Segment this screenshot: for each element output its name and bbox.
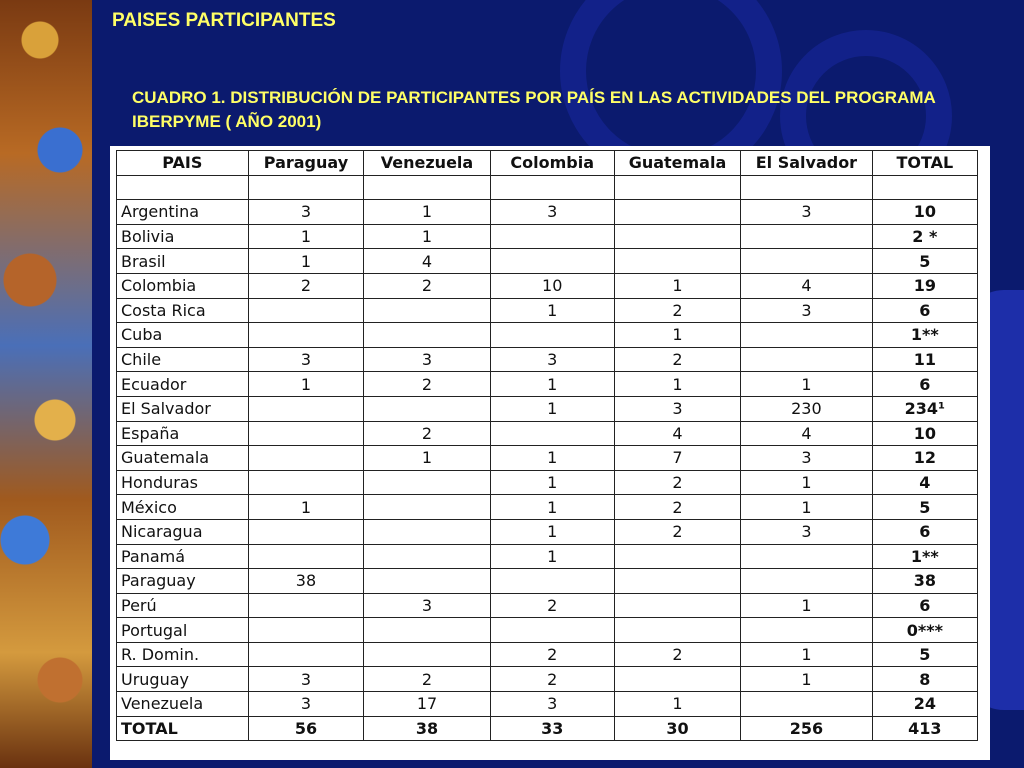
- value-cell: 2: [248, 273, 364, 298]
- value-cell: 56: [248, 716, 364, 741]
- value-cell: [741, 323, 873, 348]
- table-row: [117, 347, 978, 372]
- value-cell: [364, 323, 490, 348]
- value-cell: 1: [490, 446, 614, 471]
- country-cell: Venezuela: [117, 692, 249, 717]
- value-cell: 4: [741, 273, 873, 298]
- value-cell: [248, 396, 364, 421]
- value-cell: [248, 323, 364, 348]
- value-cell: 1: [248, 249, 364, 274]
- participants-table: [116, 150, 978, 741]
- value-cell: [490, 618, 614, 643]
- value-cell: 1: [248, 224, 364, 249]
- total-cell: 4: [872, 470, 977, 495]
- value-cell: 1: [490, 372, 614, 397]
- country-cell: Chile: [117, 347, 249, 372]
- value-cell: [614, 618, 740, 643]
- table-row: [117, 569, 978, 594]
- table-row: [117, 667, 978, 692]
- value-cell: [741, 692, 873, 717]
- value-cell: 2: [364, 273, 490, 298]
- value-cell: 1: [490, 470, 614, 495]
- value-cell: 1: [490, 298, 614, 323]
- value-cell: 1: [614, 323, 740, 348]
- value-cell: 3: [364, 347, 490, 372]
- country-cell: Bolivia: [117, 224, 249, 249]
- value-cell: 2: [614, 519, 740, 544]
- value-cell: 1: [364, 446, 490, 471]
- country-cell: España: [117, 421, 249, 446]
- value-cell: [614, 544, 740, 569]
- total-cell: 8: [872, 667, 977, 692]
- value-cell: 1: [741, 495, 873, 520]
- value-cell: [741, 175, 873, 200]
- table-row: [117, 224, 978, 249]
- value-cell: 2: [364, 421, 490, 446]
- value-cell: [364, 618, 490, 643]
- value-cell: [248, 470, 364, 495]
- value-cell: 2: [614, 298, 740, 323]
- value-cell: 1: [741, 642, 873, 667]
- value-cell: 2: [490, 642, 614, 667]
- total-cell: 0***: [872, 618, 977, 643]
- value-cell: 3: [490, 347, 614, 372]
- table-container: [110, 146, 990, 760]
- value-cell: 1: [614, 273, 740, 298]
- table-row: [117, 470, 978, 495]
- table-caption: CUADRO 1. DISTRIBUCIÓN DE PARTICIPANTES POR PAÍS EN LAS ACTIVIDADES DEL PROGRAMA IBERPYME ( AÑO 2001): [132, 88, 936, 131]
- value-cell: [248, 519, 364, 544]
- column-header: El Salvador: [741, 151, 873, 176]
- value-cell: [248, 642, 364, 667]
- value-cell: [490, 175, 614, 200]
- total-cell: 5: [872, 642, 977, 667]
- country-cell: Ecuador: [117, 372, 249, 397]
- total-cell: 38: [872, 569, 977, 594]
- total-cell: 5: [872, 249, 977, 274]
- value-cell: 2: [490, 593, 614, 618]
- table-row: [117, 593, 978, 618]
- country-cell: Costa Rica: [117, 298, 249, 323]
- slide-title: PAISES PARTICIPANTES: [112, 10, 336, 31]
- value-cell: [741, 544, 873, 569]
- table-row: [117, 298, 978, 323]
- value-cell: 1: [741, 372, 873, 397]
- value-cell: 4: [364, 249, 490, 274]
- value-cell: [614, 224, 740, 249]
- value-cell: [741, 249, 873, 274]
- value-cell: [248, 618, 364, 643]
- value-cell: [490, 249, 614, 274]
- country-cell: Colombia: [117, 273, 249, 298]
- value-cell: [614, 667, 740, 692]
- table-header-row: [117, 151, 978, 176]
- value-cell: 3: [741, 298, 873, 323]
- value-cell: 1: [490, 544, 614, 569]
- total-cell: 11: [872, 347, 977, 372]
- value-cell: 3: [741, 519, 873, 544]
- total-cell: 19: [872, 273, 977, 298]
- value-cell: 3: [741, 446, 873, 471]
- country-cell: R. Domin.: [117, 642, 249, 667]
- value-cell: 2: [490, 667, 614, 692]
- value-cell: 256: [741, 716, 873, 741]
- total-cell: 6: [872, 298, 977, 323]
- country-cell: Portugal: [117, 618, 249, 643]
- value-cell: 4: [741, 421, 873, 446]
- value-cell: [614, 249, 740, 274]
- value-cell: 1: [741, 667, 873, 692]
- value-cell: 1: [614, 372, 740, 397]
- value-cell: 1: [364, 200, 490, 225]
- table-row: [117, 642, 978, 667]
- table-row: [117, 372, 978, 397]
- table-row: [117, 323, 978, 348]
- total-cell: 6: [872, 593, 977, 618]
- value-cell: [248, 544, 364, 569]
- value-cell: 3: [248, 667, 364, 692]
- total-cell: 2 *: [872, 224, 977, 249]
- country-cell: Brasil: [117, 249, 249, 274]
- country-cell: Cuba: [117, 323, 249, 348]
- country-cell: Paraguay: [117, 569, 249, 594]
- table-row: [117, 421, 978, 446]
- value-cell: [364, 495, 490, 520]
- table-row: [117, 175, 978, 200]
- value-cell: 3: [741, 200, 873, 225]
- value-cell: 38: [364, 716, 490, 741]
- value-cell: [741, 347, 873, 372]
- value-cell: [614, 175, 740, 200]
- value-cell: 3: [364, 593, 490, 618]
- value-cell: 1: [248, 372, 364, 397]
- value-cell: 2: [364, 372, 490, 397]
- value-cell: 1: [364, 224, 490, 249]
- value-cell: 2: [614, 495, 740, 520]
- value-cell: 1: [741, 470, 873, 495]
- value-cell: [490, 224, 614, 249]
- value-cell: 38: [248, 569, 364, 594]
- column-header: Guatemala: [614, 151, 740, 176]
- value-cell: [248, 421, 364, 446]
- value-cell: [364, 298, 490, 323]
- value-cell: 3: [490, 692, 614, 717]
- value-cell: 30: [614, 716, 740, 741]
- country-cell: Uruguay: [117, 667, 249, 692]
- country-cell: Panamá: [117, 544, 249, 569]
- total-cell: 234¹: [872, 396, 977, 421]
- value-cell: 4: [614, 421, 740, 446]
- table-row: [117, 519, 978, 544]
- table-row: [117, 692, 978, 717]
- table-row: [117, 273, 978, 298]
- value-cell: 2: [614, 347, 740, 372]
- value-cell: 2: [614, 470, 740, 495]
- value-cell: [364, 642, 490, 667]
- column-header: Colombia: [490, 151, 614, 176]
- value-cell: [614, 569, 740, 594]
- value-cell: [490, 323, 614, 348]
- country-cell: Argentina: [117, 200, 249, 225]
- value-cell: [364, 175, 490, 200]
- value-cell: 7: [614, 446, 740, 471]
- column-header: PAIS: [117, 151, 249, 176]
- table-row: [117, 618, 978, 643]
- value-cell: [364, 569, 490, 594]
- value-cell: 1: [248, 495, 364, 520]
- total-cell: 1**: [872, 544, 977, 569]
- table-row: [117, 446, 978, 471]
- value-cell: 17: [364, 692, 490, 717]
- total-cell: 6: [872, 519, 977, 544]
- value-cell: 230: [741, 396, 873, 421]
- value-cell: [364, 519, 490, 544]
- country-cell: México: [117, 495, 249, 520]
- value-cell: [248, 446, 364, 471]
- value-cell: [741, 618, 873, 643]
- value-cell: [248, 175, 364, 200]
- total-cell: 5: [872, 495, 977, 520]
- column-header: TOTAL: [872, 151, 977, 176]
- value-cell: 10: [490, 273, 614, 298]
- country-cell: Perú: [117, 593, 249, 618]
- column-header: Paraguay: [248, 151, 364, 176]
- value-cell: [364, 396, 490, 421]
- total-cell: 413: [872, 716, 977, 741]
- total-cell: 10: [872, 421, 977, 446]
- total-cell: 10: [872, 200, 977, 225]
- value-cell: [248, 593, 364, 618]
- value-cell: [614, 200, 740, 225]
- value-cell: 3: [248, 692, 364, 717]
- value-cell: 2: [364, 667, 490, 692]
- decorative-side-strip: [0, 0, 92, 768]
- value-cell: 33: [490, 716, 614, 741]
- country-cell: Nicaragua: [117, 519, 249, 544]
- table-row: [117, 200, 978, 225]
- total-cell: [872, 175, 977, 200]
- value-cell: [741, 569, 873, 594]
- value-cell: 3: [248, 200, 364, 225]
- country-cell: TOTAL: [117, 716, 249, 741]
- value-cell: 1: [490, 495, 614, 520]
- value-cell: [364, 470, 490, 495]
- value-cell: 1: [741, 593, 873, 618]
- table-row: [117, 495, 978, 520]
- table-row: [117, 544, 978, 569]
- value-cell: [364, 544, 490, 569]
- country-cell: El Salvador: [117, 396, 249, 421]
- total-cell: 12: [872, 446, 977, 471]
- table-total-row: [117, 716, 978, 741]
- value-cell: [614, 593, 740, 618]
- total-cell: 24: [872, 692, 977, 717]
- value-cell: 1: [614, 692, 740, 717]
- country-cell: Honduras: [117, 470, 249, 495]
- value-cell: 2: [614, 642, 740, 667]
- value-cell: 3: [490, 200, 614, 225]
- value-cell: 3: [248, 347, 364, 372]
- value-cell: [741, 224, 873, 249]
- country-cell: Guatemala: [117, 446, 249, 471]
- table-row: [117, 396, 978, 421]
- value-cell: 3: [614, 396, 740, 421]
- value-cell: 1: [490, 519, 614, 544]
- total-cell: 6: [872, 372, 977, 397]
- value-cell: [248, 298, 364, 323]
- value-cell: 1: [490, 396, 614, 421]
- total-cell: 1**: [872, 323, 977, 348]
- column-header: Venezuela: [364, 151, 490, 176]
- value-cell: [490, 421, 614, 446]
- table-row: [117, 249, 978, 274]
- value-cell: [490, 569, 614, 594]
- country-cell: [117, 175, 249, 200]
